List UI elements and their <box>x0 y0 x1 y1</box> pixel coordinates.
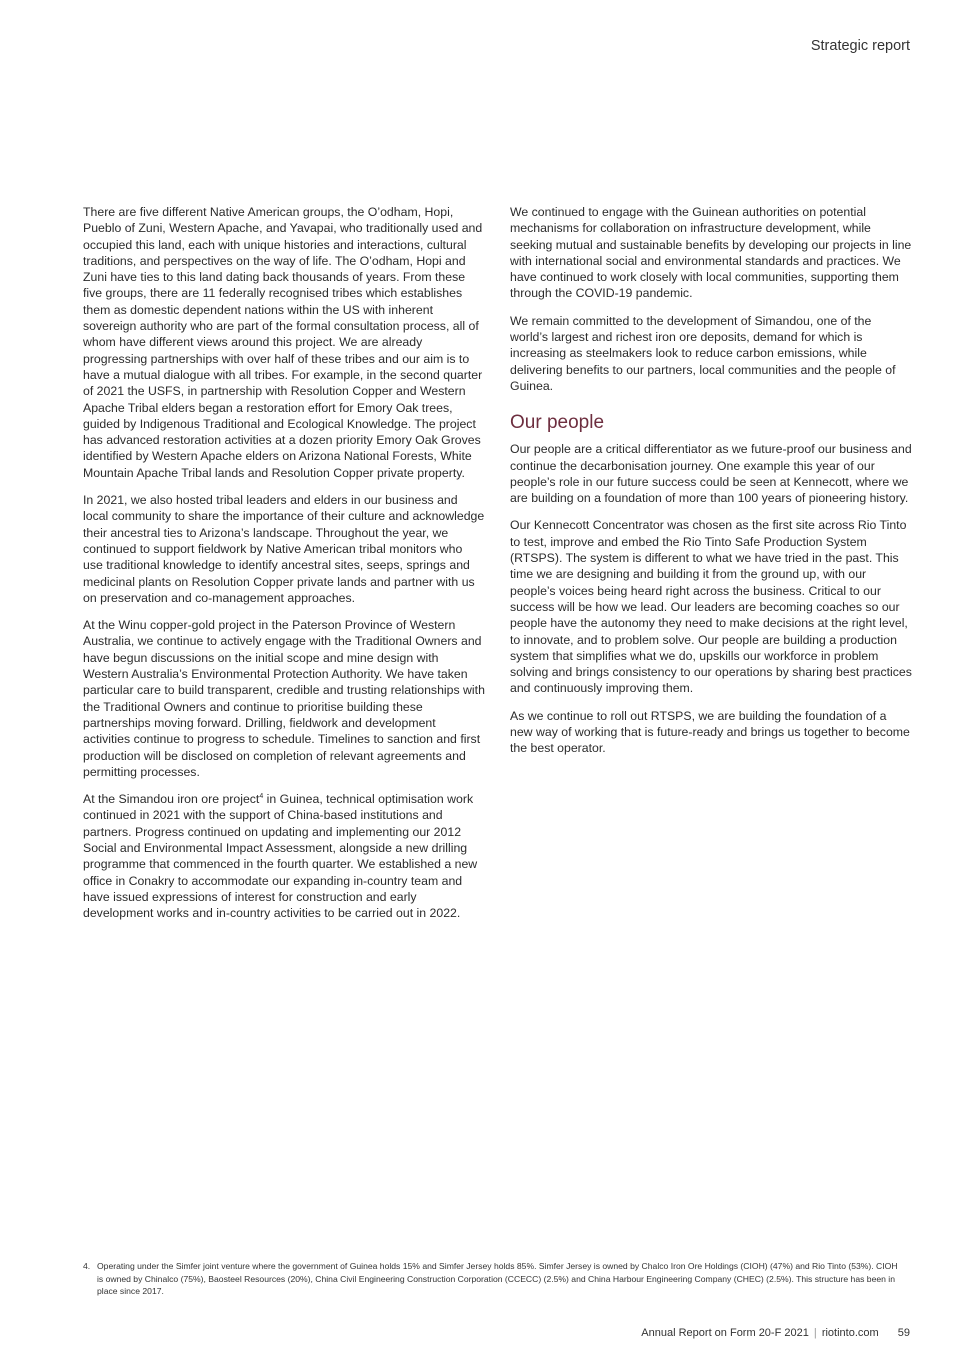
paragraph-kennecott-concentrator: Our Kennecott Concentrator was chosen as the first site across Rio Tinto to test, improve and embed the Rio Tinto Safe Production System (RTSPS). The system is different to what we have tried in the past. This time we are designing and building it from the ground up, with our people’s voices being heard right across the business. Critical to our success will be how we lead. Our leaders are becoming coaches so our people have the autonomy they need to make decisions at the right level, to innovate, and to problem solve. Our people are building a production system that simplifies what we do, upskills our workforce in problem solving and brings consistency to our operations by sharing best practices and continuously improving them. <box>510 518 912 696</box>
page-number: 59 <box>897 1327 910 1339</box>
paragraph-simandou-commitment: We remain committed to the development of Simandou, one of the world’s largest and richest iron ore deposits, demand for which is increasing as steelmakers look to reduce carbon emissions, while delivering benefits to our partners, local communities and the people of Guinea. <box>510 313 896 393</box>
right-column <box>510 204 912 768</box>
footer-separator: | <box>813 1327 817 1339</box>
page-footer <box>641 1327 910 1339</box>
section-label: Strategic report <box>810 38 910 54</box>
paragraph-simandou-project <box>83 791 485 921</box>
footnote-text: Operating under the Simfer joint venture where the government of Guinea holds 15% and Simfer Jersey holds 85%. Simfer Jersey is owned by Chalco Iron Ore Holdings (CIOH) (47%) and Rio Tinto (53%). CIOH is owned by Chinalco (75%), Baosteel Resources (20%), China Civil Engineering Construction Corporation (CCECC) (2.5%) and China Harbour Engineering Company (CHEC) (2.5%). This structure has been in place since 2017. <box>97 1261 898 1296</box>
simandou-text-start: At the Simandou iron ore project <box>83 792 260 807</box>
our-people-heading: Our people <box>510 412 605 434</box>
left-column <box>83 204 485 932</box>
simandou-text-end: in Guinea, technical optimisation work continued in 2021 with the support of China-based institutions and partners. Progress continued on updating and implementing our 2012 Social and Environmental Impact Assessment, alongside a new drilling programme that commenced in the fourth quarter. We established a new office in Conakry to accommodate our expanding in-country team and have issued expressions of interest for construction and early development works and in-country activities to be carried out in 2022. <box>83 792 478 921</box>
paragraph-guinean-authorities: We continued to engage with the Guinean authorities on potential mechanisms for collaboration on infrastructure development, while seeking mutual and sustainable benefits by developing our projects in line with international social and environmental standards and practices. We have continued to work closely with local communities, supporting them through the COVID-19 pandemic. <box>510 205 912 301</box>
paragraph-rtsps-rollout: As we continue to roll out RTSPS, we are building the foundation of a new way of working that is future-ready and brings us together to become the best operator. <box>510 708 910 756</box>
website-link[interactable]: riotinto.com <box>821 1327 879 1339</box>
footnote-reference[interactable]: 4 <box>259 793 264 800</box>
report-title: Annual Report on Form 20-F 2021 <box>641 1327 809 1339</box>
footnote <box>83 1260 903 1298</box>
paragraph-tribal-leaders: In 2021, we also hosted tribal leaders and elders in our business and local community to share the importance of their culture and acknowledge their ancestral ties to Arizona’s landscape. Throughout the year, we continued to support fieldwork by Native American tribal monitors who use traditional knowledge to identify ancestral sites, seeps, springs and medicinal plants on Resolution Copper private lands and partner with us on preservation and co-management approaches. <box>83 493 485 605</box>
paragraph-native-american-groups: There are five different Native American groups, the O’odham, Hopi, Pueblo of Zuni, Western Apache, and Yavapai, who traditionally used and occupied this land, each with unique histories and interactions, cultural traditions, and perspectives on the way of life. The O’odham, Hopi and Zuni have ties to this land dating back thousands of years. From these five groups, there are 11 federally recognised tribes which establishes them as domestic dependent nations within the US with inherent sovereign authority who are part of the formal consultation process, all of whom have different views around this project. We are already progressing partnerships with over half of these tribes and our aim is to have a mutual dialogue with all tribes. For example, in the second quarter of 2021 the USFS, in partnership with Resolution Copper and Western Apache Tribal elders began a restoration effort for Emory Oak trees, guided by Indigenous Traditional and Ecological Knowledge. The project has advanced restoration activities at a dozen priority Emory Oak Groves identified by Western Apache elders on Arizona National Forests, White Mountain Apache Tribal lands and Resolution Copper private property. <box>83 205 483 480</box>
footnote-number: 4. <box>83 1261 91 1271</box>
paragraph-winu-project: At the Winu copper-gold project in the Paterson Province of Western Australia, we continue to actively engage with the Traditional Owners and have begun discussions on the initial scope and mine design with Western Australia’s Environmental Protection Authority. We have taken particular care to build transparent, credible and trusting relationships with the Traditional Owners and continue to prioritise building these partnerships moving forward. Drilling, fieldwork and development activities continue to progress to schedule. Timelines to sanction and first production will be disclosed on completion of relevant agreements and permitting processes. <box>83 618 485 779</box>
paragraph-critical-differentiator: Our people are a critical differentiator as we future-proof our business and continue the decarbonisation journey. One example this year of our people’s role in our future success could be seen at Kennecott, where we are building on a foundation of more than 100 years of pioneering history. <box>510 442 912 506</box>
